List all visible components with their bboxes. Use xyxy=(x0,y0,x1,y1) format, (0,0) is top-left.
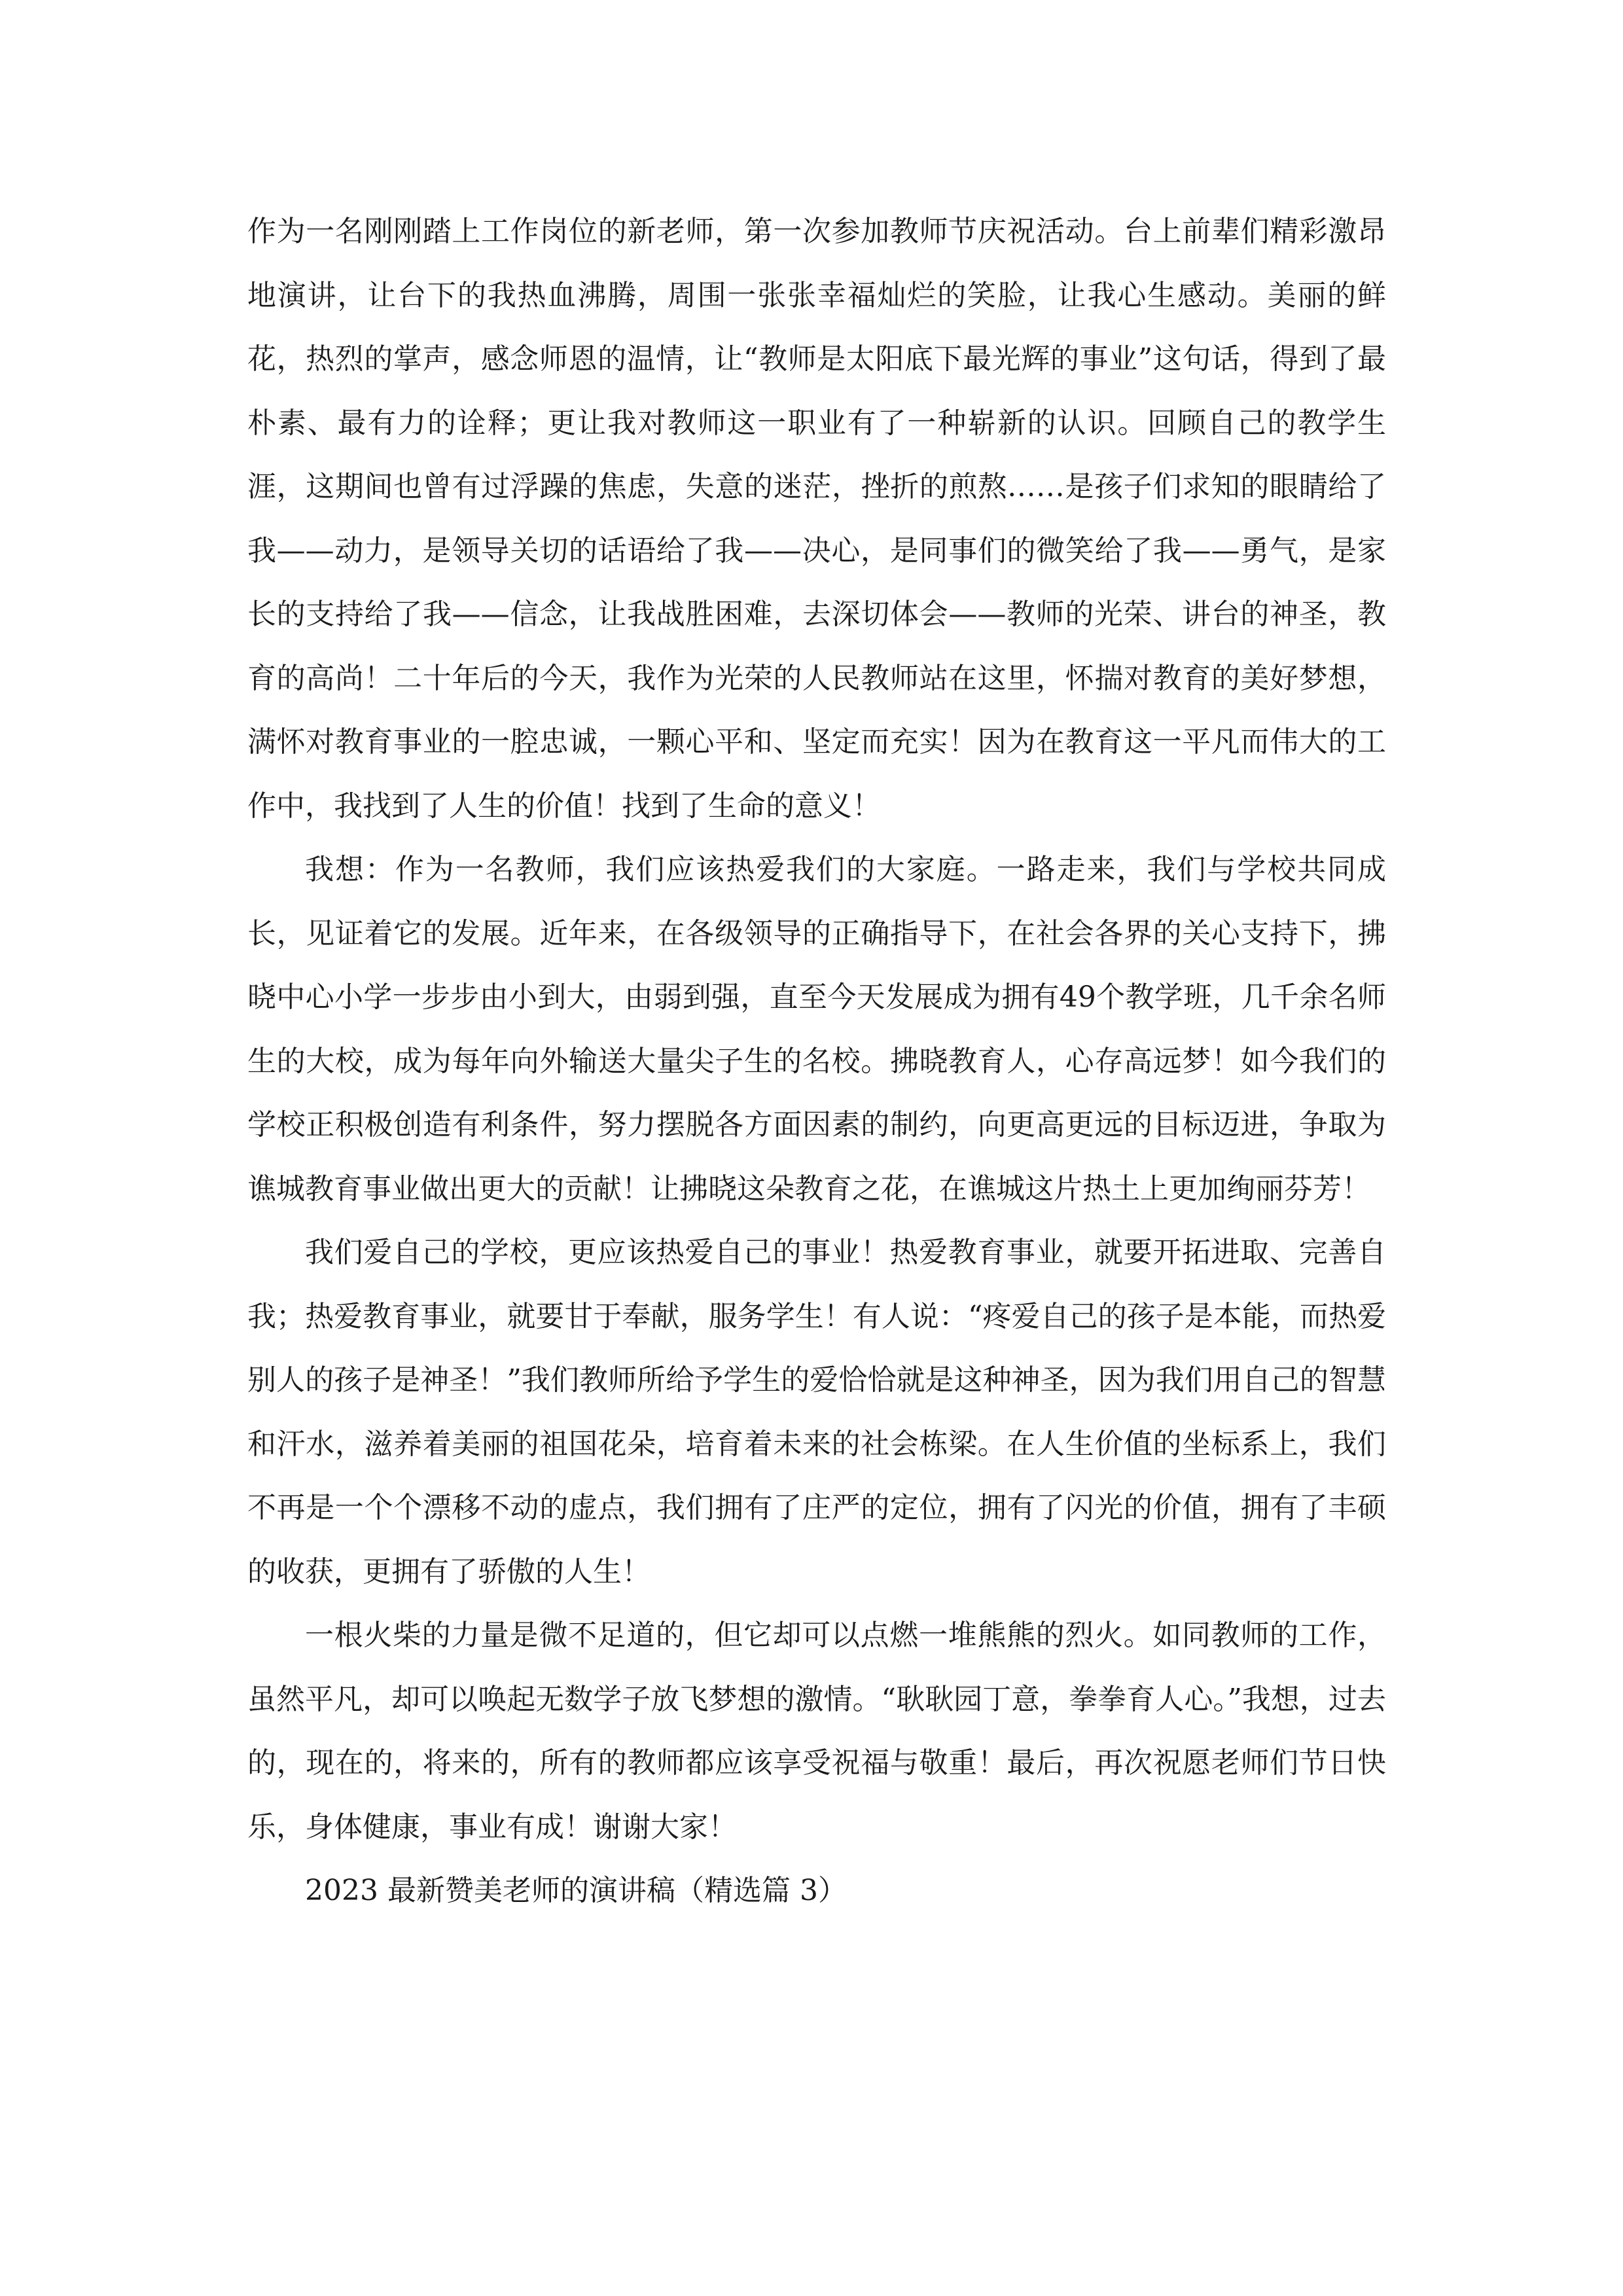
paragraph-3: 我们爱自己的学校，更应该热爱自己的事业！热爱教育事业，就要开拓进取、完善自我；热爱教育事业，就要甘于奉献，服务学生！有人说：“疼爱自己的孩子是本能，而热爱别人的孩子是神圣！”我们教师所给予学生的爱恰恰就是这种神圣，因为我们用自己的智慧和汗水，滋养着美丽的祖国花朵，培育着未来的社会栋梁。在人生价值的坐标系上，我们不再是一个个漂移不动的虚点，我们拥有了庄严的定位，拥有了闪光的价值，拥有了丰硕的收获，更拥有了骄傲的人生！ xyxy=(247,1236,1386,1588)
section-heading: 2023 最新赞美老师的演讲稿（精选篇 3） xyxy=(305,1874,847,1907)
document-body xyxy=(247,200,1386,1923)
paragraph-1: 作为一名刚刚踏上工作岗位的新老师，第一次参加教师节庆祝活动。台上前辈们精彩激昂地演讲，让台下的我热血沸腾，周围一张张幸福灿烂的笑脸，让我心生感动。美丽的鲜花，热烈的掌声，感念师恩的温情，让“教师是太阳底下最光辉的事业”这句话，得到了最朴素、最有力的诠释；更让我对教师这一职业有了一种崭新的认识。回顾自己的教学生涯，这期间也曾有过浮躁的焦虑，失意的迷茫，挫折的煎熬……是孩子们求知的眼睛给了我——动力，是领导关切的话语给了我——决心，是同事们的微笑给了我——勇气，是家长的支持给了我——信念，让我战胜困难，去深切体会——教师的光荣、讲台的神圣，教育的高尚！二十年后的今天，我作为光荣的人民教师站在这里，怀揣对教育的美好梦想，满怀对教育事业的一腔忠诚，一颗心平和、坚定而充实！因为在教育这一平凡而伟大的工作中，我找到了人生的价值！找到了生命的意义！ xyxy=(247,215,1386,823)
paragraph-4: 一根火柴的力量是微不足道的，但它却可以点燃一堆熊熊的烈火。如同教师的工作，虽然平凡，却可以唤起无数学子放飞梦想的激情。“耿耿园丁意，拳拳育人心。”我想，过去的，现在的，将来的，所有的教师都应该享受祝福与敬重！最后，再次祝愿老师们节日快乐，身体健康，事业有成！谢谢大家！ xyxy=(247,1619,1386,1844)
paragraph-2: 我想：作为一名教师，我们应该热爱我们的大家庭。一路走来，我们与学校共同成长，见证着它的发展。近年来，在各级领导的正确指导下，在社会各界的关心支持下，拂晓中心小学一步步由小到大，由弱到强，直至今天发展成为拥有49个教学班，几千余名师生的大校，成为每年向外输送大量尖子生的名校。拂晓教育人，心存高远梦！如今我们的学校正积极创造有利条件，努力摆脱各方面因素的制约，向更高更远的目标迈进，争取为谯城教育事业做出更大的贡献！让拂晓这朵教育之花，在谯城这片热土上更加绚丽芬芳！ xyxy=(247,853,1386,1206)
